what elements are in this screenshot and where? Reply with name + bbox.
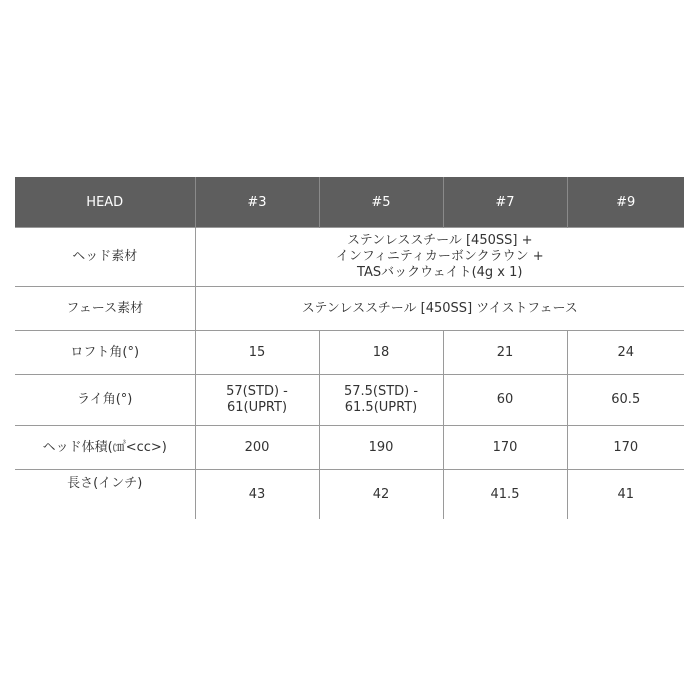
loft-cell: 18 xyxy=(319,331,443,375)
length-cell: 43 xyxy=(195,470,319,520)
lie-cell: 60.5 xyxy=(567,375,684,426)
header-row xyxy=(15,177,684,228)
length-cell: 42 xyxy=(319,470,443,520)
lie-cell: 57.5(STD) - 61.5(UPRT) xyxy=(319,375,443,426)
header-label: HEAD xyxy=(15,177,195,228)
lie-cell: 60 xyxy=(443,375,567,426)
volume-cell: 190 xyxy=(319,426,443,470)
table-row-loft xyxy=(15,331,684,375)
row-label-length: 長さ(インチ) xyxy=(15,470,195,520)
loft-cell: 24 xyxy=(567,331,684,375)
lie-cell: 57(STD) - 61(UPRT) xyxy=(195,375,319,426)
loft-cell: 15 xyxy=(195,331,319,375)
loft-cell: 21 xyxy=(443,331,567,375)
table-row-lie xyxy=(15,375,684,426)
table-row-length xyxy=(15,470,684,520)
volume-cell: 170 xyxy=(443,426,567,470)
row-label-lie: ライ角(°) xyxy=(15,375,195,426)
header-col-7: #7 xyxy=(443,177,567,228)
table-row-head-material xyxy=(15,228,684,287)
row-label-face-material: フェース素材 xyxy=(15,287,195,331)
header-col-3: #3 xyxy=(195,177,319,228)
table-row-face-material xyxy=(15,287,684,331)
spec-table xyxy=(15,177,684,519)
header-col-5: #5 xyxy=(319,177,443,228)
header-col-9: #9 xyxy=(567,177,684,228)
row-label-volume: ヘッド体積(㎤<cc>) xyxy=(15,426,195,470)
face-material-value: ステンレススチール [450SS] ツイストフェース xyxy=(195,287,684,331)
length-cell: 41.5 xyxy=(443,470,567,520)
row-label-head-material: ヘッド素材 xyxy=(15,228,195,287)
row-label-loft: ロフト角(°) xyxy=(15,331,195,375)
volume-cell: 170 xyxy=(567,426,684,470)
length-cell: 41 xyxy=(567,470,684,520)
table-row-volume xyxy=(15,426,684,470)
head-material-value: ステンレススチール [450SS] + インフィニティカーボンクラウン + TASバックウェイト(4g x 1) xyxy=(195,228,684,287)
volume-cell: 200 xyxy=(195,426,319,470)
